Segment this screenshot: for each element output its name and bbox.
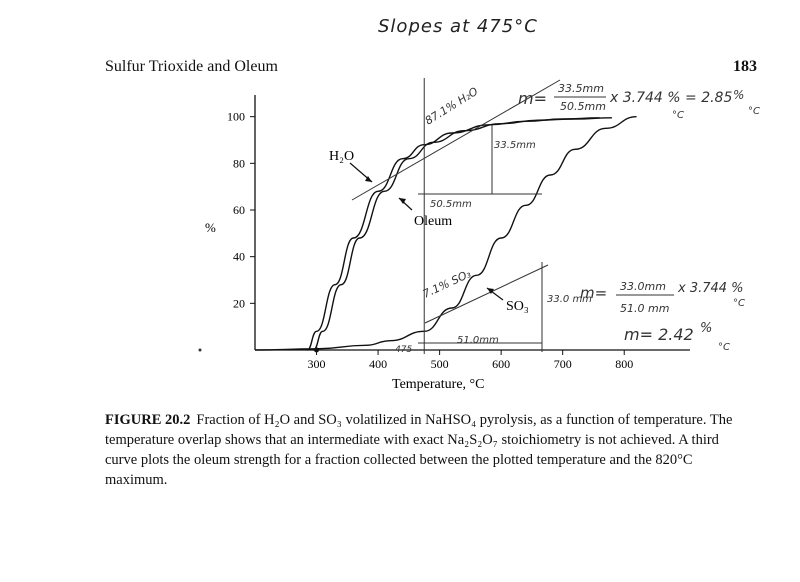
h2o-m-denominator: 50.5mm: [560, 100, 606, 113]
x-tick-label: 700: [553, 357, 572, 371]
so3-tangent-line: [425, 265, 548, 323]
y-tick-label: 20: [233, 296, 245, 311]
so3-run-note: 51.0mm: [457, 335, 499, 346]
curves: [255, 117, 637, 353]
h2o-m-unit: %: [733, 88, 745, 102]
axis-ticks: [227, 110, 633, 371]
axes: [205, 95, 690, 392]
so3-m-numerator: 33.0mm: [620, 280, 666, 293]
h2o-m-unit-denominator: °C: [748, 106, 760, 117]
so3-m-label: m=: [580, 284, 608, 302]
y-tick-label: 40: [233, 249, 245, 264]
oleum-label: Oleum: [414, 214, 453, 229]
y-tick-label: 100: [227, 109, 245, 124]
running-head: Sulfur Trioxide and Oleum: [105, 58, 278, 75]
y-tick-label: 80: [233, 156, 245, 171]
x-tick-label: 500: [430, 357, 449, 371]
h2o-run-note: 50.5mm: [430, 199, 472, 210]
annotations: [199, 78, 761, 355]
so3-result: m= 2.42: [624, 325, 694, 344]
page-number: 183: [733, 58, 757, 75]
so3-m-denominator: 51.0 mm: [620, 302, 670, 315]
h2o-slope-point-note: 87.1% H₂O: [422, 84, 481, 128]
so3-m-expression: x 3.744 %: [678, 281, 744, 296]
so3-label: SO₃: [506, 299, 529, 314]
x-tick-label: 400: [369, 357, 388, 371]
x-tick-label: 800: [615, 357, 634, 371]
margin-dot: [199, 349, 202, 352]
so3-slope-point-note: 7.1% SO₃: [420, 267, 473, 301]
so3-m-unit-denominator: °C: [733, 298, 745, 309]
h2o-m-inline-unit-denominator: °C: [672, 110, 684, 121]
so3-curve: [255, 117, 637, 350]
oleum-curve: [313, 118, 611, 350]
baseline-dot: [314, 348, 319, 353]
x-tick-label: 600: [492, 357, 511, 371]
handwritten-heading: Slopes at 475°C: [378, 16, 538, 37]
caption-text: Fraction of H₂O and SO₃ volatilized in NaHSO₄ pyrolysis, as a function of temperature. The temperature overlap shows that an intermediate with exact Na₂S₂O₇ stoichiometry is not achieved. A third curve plots the oleum strength for a fraction collected between the plotted temperature and the 820°C maximum.: [105, 412, 733, 488]
h2o-m-label: m=: [518, 89, 547, 108]
figure-caption: [105, 410, 745, 490]
h2o-label: H₂O: [329, 149, 355, 164]
so3-result-unit: %: [700, 321, 713, 336]
h2o-m-numerator: 33.5mm: [558, 82, 604, 95]
caption-label: FIGURE 20.2: [105, 412, 191, 428]
y-tick-label: 60: [233, 203, 245, 217]
so3-result-unit-denominator: °C: [718, 342, 730, 353]
h2o-rise-note: 33.5mm: [494, 140, 536, 151]
h2o-m-expression: x 3.744 % = 2.85: [610, 90, 733, 106]
reference-line-label: 475: [395, 345, 413, 355]
x-tick-label: 300: [307, 357, 326, 371]
y-axis-label: %: [205, 220, 216, 235]
x-axis-label: Temperature, °C: [392, 377, 485, 392]
so3-rise-note: 33.0 mm: [547, 294, 592, 305]
